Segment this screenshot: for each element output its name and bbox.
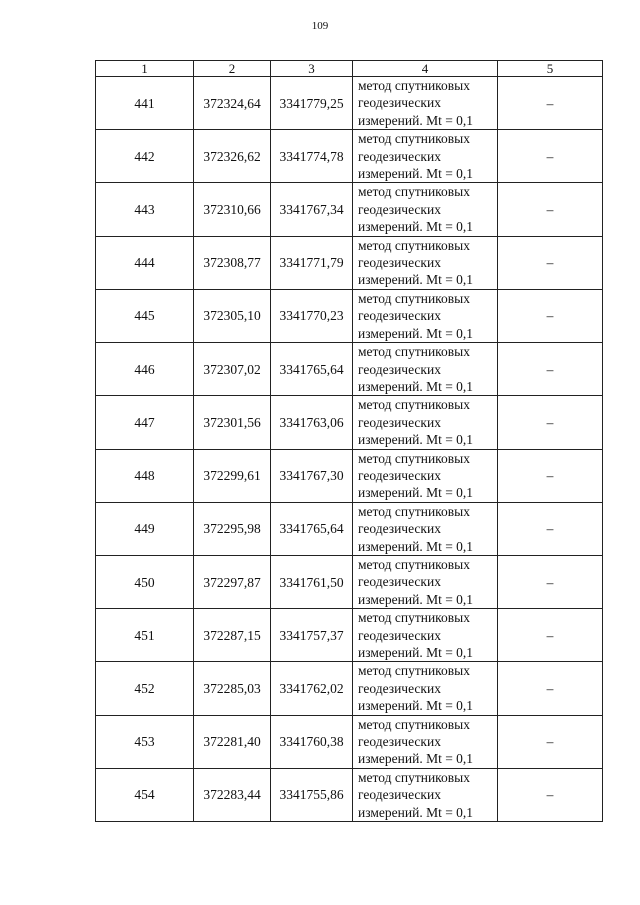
method-line: метод спутниковых <box>358 397 470 413</box>
method-line: метод спутниковых <box>358 663 470 679</box>
x-coordinate-cell: 372324,64 <box>194 77 271 130</box>
table-row <box>96 236 603 289</box>
method-cell <box>353 502 498 555</box>
method-cell <box>353 289 498 342</box>
table-row <box>96 183 603 236</box>
method-line: измерений. Mt = 0,1 <box>358 112 474 128</box>
method-line: метод спутниковых <box>358 237 470 253</box>
method-cell <box>353 130 498 183</box>
method-line: измерений. Mt = 0,1 <box>358 219 474 235</box>
y-coordinate-cell: 3341765,64 <box>271 502 353 555</box>
point-number-cell: 448 <box>96 449 194 502</box>
method-line: измерений. Mt = 0,1 <box>358 432 474 448</box>
table-row <box>96 555 603 608</box>
table-body <box>96 77 603 822</box>
method-line: измерений. Mt = 0,1 <box>358 645 474 660</box>
method-cell <box>353 662 498 715</box>
y-coordinate-cell: 3341767,30 <box>271 449 353 502</box>
method-line: геодезических <box>358 574 441 590</box>
point-number-cell: 450 <box>96 555 194 608</box>
method-line: геодезических <box>358 414 441 430</box>
point-number-cell: 445 <box>96 289 194 342</box>
table-row <box>96 343 603 396</box>
method-line: метод спутниковых <box>358 450 470 466</box>
point-number-cell: 447 <box>96 396 194 449</box>
page-number: 109 <box>311 20 329 32</box>
note-cell: – <box>498 555 603 608</box>
method-line: метод спутниковых <box>358 610 470 626</box>
method-line: измерений. Mt = 0,1 <box>358 272 474 288</box>
table-row <box>96 502 603 555</box>
method-line: измерений. Mt = 0,1 <box>358 698 474 714</box>
method-line: геодезических <box>358 201 441 217</box>
x-coordinate-cell: 372310,66 <box>194 183 271 236</box>
coordinates-table <box>95 60 603 822</box>
method-line: измерений. Mt = 0,1 <box>358 751 474 767</box>
note-cell: – <box>498 662 603 715</box>
point-number-cell: 449 <box>96 502 194 555</box>
x-coordinate-cell: 372297,87 <box>194 555 271 608</box>
method-cell <box>353 449 498 502</box>
method-line: геодезических <box>358 308 441 324</box>
note-cell: – <box>498 449 603 502</box>
method-cell <box>353 768 498 821</box>
x-coordinate-cell: 372301,56 <box>194 396 271 449</box>
note-cell: – <box>498 715 603 768</box>
method-line: геодезических <box>358 680 441 696</box>
table-row <box>96 768 603 821</box>
x-coordinate-cell: 372308,77 <box>194 236 271 289</box>
x-coordinate-cell: 372287,15 <box>194 609 271 662</box>
method-line: измерений. Mt = 0,1 <box>358 538 474 554</box>
x-coordinate-cell: 372281,40 <box>194 715 271 768</box>
method-cell <box>353 77 498 130</box>
note-cell: – <box>498 77 603 130</box>
method-cell <box>353 715 498 768</box>
point-number-cell: 453 <box>96 715 194 768</box>
y-coordinate-cell: 3341761,50 <box>271 555 353 608</box>
x-coordinate-cell: 372295,98 <box>194 502 271 555</box>
method-line: метод спутниковых <box>358 290 470 306</box>
note-cell: – <box>498 183 603 236</box>
point-number-cell: 444 <box>96 236 194 289</box>
x-coordinate-cell: 372305,10 <box>194 289 271 342</box>
header-row <box>96 61 603 77</box>
table-row <box>96 662 603 715</box>
table-row <box>96 289 603 342</box>
method-cell <box>353 236 498 289</box>
note-cell: – <box>498 396 603 449</box>
point-number-cell: 454 <box>96 768 194 821</box>
method-line: метод спутниковых <box>358 131 470 147</box>
table-row <box>96 715 603 768</box>
column-header-3: 3 <box>271 61 353 77</box>
method-line: измерений. Mt = 0,1 <box>358 591 474 607</box>
method-line: метод спутниковых <box>358 716 470 732</box>
method-line: метод спутниковых <box>358 78 470 93</box>
note-cell: – <box>498 343 603 396</box>
column-header-2: 2 <box>194 61 271 77</box>
method-line: измерений. Mt = 0,1 <box>358 485 474 501</box>
point-number-cell: 441 <box>96 77 194 130</box>
x-coordinate-cell: 372285,03 <box>194 662 271 715</box>
point-number-cell: 446 <box>96 343 194 396</box>
method-line: метод спутниковых <box>358 556 470 572</box>
method-line: геодезических <box>358 467 441 483</box>
method-line: метод спутниковых <box>358 503 470 519</box>
method-line: геодезических <box>358 734 441 750</box>
note-cell: – <box>498 289 603 342</box>
method-line: геодезических <box>358 787 441 803</box>
note-cell: – <box>498 502 603 555</box>
note-cell: – <box>498 236 603 289</box>
method-cell <box>353 396 498 449</box>
y-coordinate-cell: 3341757,37 <box>271 609 353 662</box>
method-cell <box>353 343 498 396</box>
note-cell: – <box>498 130 603 183</box>
point-number-cell: 451 <box>96 609 194 662</box>
table-row <box>96 396 603 449</box>
method-line: метод спутниковых <box>358 344 470 360</box>
y-coordinate-cell: 3341765,64 <box>271 343 353 396</box>
x-coordinate-cell: 372299,61 <box>194 449 271 502</box>
point-number-cell: 442 <box>96 130 194 183</box>
y-coordinate-cell: 3341755,86 <box>271 768 353 821</box>
method-line: геодезических <box>358 95 441 111</box>
method-line: геодезических <box>358 521 441 537</box>
method-line: метод спутниковых <box>358 769 470 785</box>
x-coordinate-cell: 372283,44 <box>194 768 271 821</box>
table-row <box>96 77 603 130</box>
method-line: измерений. Mt = 0,1 <box>358 325 474 341</box>
method-line: геодезических <box>358 361 441 377</box>
method-line: измерений. Mt = 0,1 <box>358 378 474 394</box>
method-line: измерений. Mt = 0,1 <box>358 166 474 182</box>
note-cell: – <box>498 609 603 662</box>
method-line: геодезических <box>358 148 441 164</box>
method-cell <box>353 609 498 662</box>
y-coordinate-cell: 3341767,34 <box>271 183 353 236</box>
y-coordinate-cell: 3341760,38 <box>271 715 353 768</box>
method-cell <box>353 555 498 608</box>
column-header-1: 1 <box>96 61 194 77</box>
y-coordinate-cell: 3341770,23 <box>271 289 353 342</box>
y-coordinate-cell: 3341774,78 <box>271 130 353 183</box>
table-row <box>96 130 603 183</box>
table-row <box>96 449 603 502</box>
method-line: метод спутниковых <box>358 184 470 200</box>
method-line: геодезических <box>358 255 441 271</box>
method-line: измерений. Mt = 0,1 <box>358 804 474 820</box>
y-coordinate-cell: 3341771,79 <box>271 236 353 289</box>
y-coordinate-cell: 3341762,02 <box>271 662 353 715</box>
point-number-cell: 443 <box>96 183 194 236</box>
method-line: геодезических <box>358 627 441 643</box>
y-coordinate-cell: 3341763,06 <box>271 396 353 449</box>
column-header-4: 4 <box>353 61 498 77</box>
note-cell: – <box>498 768 603 821</box>
x-coordinate-cell: 372307,02 <box>194 343 271 396</box>
method-cell <box>353 183 498 236</box>
column-header-5: 5 <box>498 61 603 77</box>
x-coordinate-cell: 372326,62 <box>194 130 271 183</box>
y-coordinate-cell: 3341779,25 <box>271 77 353 130</box>
table-row <box>96 609 603 662</box>
point-number-cell: 452 <box>96 662 194 715</box>
